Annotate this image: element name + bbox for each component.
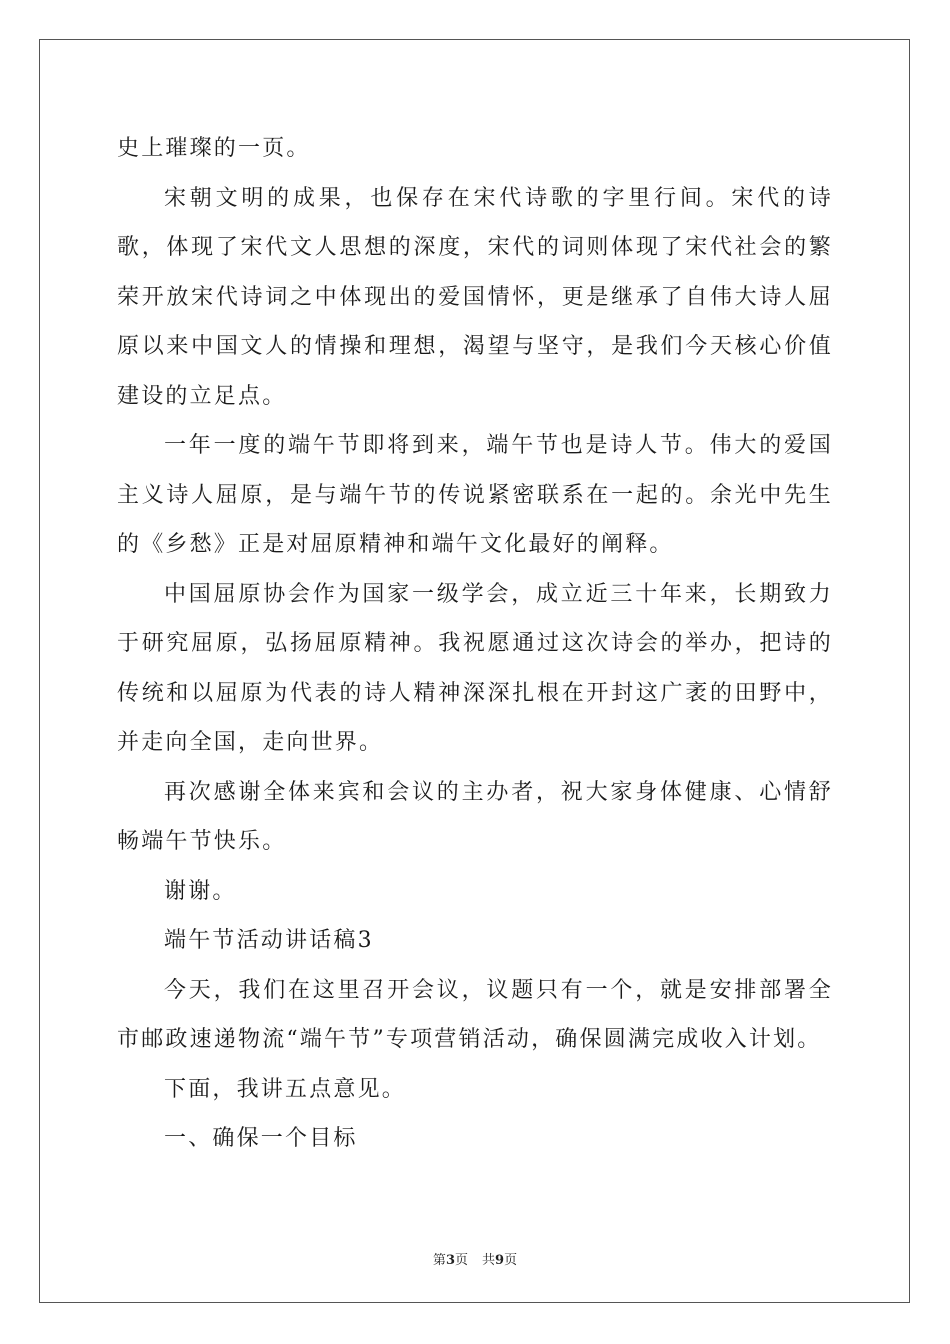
paragraph: 今天，我们在这里召开会议，议题只有一个，就是安排部署全市邮政速递物流“端午节”专项营销活动，确保圆满完成收入计划。 [117, 977, 833, 1052]
paragraph: 一年一度的端午节即将到来，端午节也是诗人节。伟大的爱国主义诗人屈原，是与端午节的传说紧密联系在一起的。余光中先生的《乡愁》正是对屈原精神和端午文化最好的阐释。 [117, 433, 833, 557]
paragraph: 史上璀璨的一页。 [117, 136, 311, 161]
paragraph: 宋朝文明的成果，也保存在宋代诗歌的字里行间。宋代的诗歌，体现了宋代文人思想的深度，宋代的词则体现了宋代社会的繁荣开放宋代诗词之中体现出的爱国情怀，更是继承了自伟大诗人屈原以来中国文人的情操和理想，渴望与坚守，是我们今天核心价值建设的立足点。 [117, 185, 833, 409]
page-suffix: 页 [454, 1253, 468, 1268]
total-pages: 9 [495, 1253, 505, 1268]
paragraph: 中国屈原协会作为国家一级学会，成立近三十年来，长期致力于研究屈原，弘扬屈原精神。我祝愿通过这次诗会的举办，把诗的传统和以屈原为代表的诗人精神深深扎根在开封这广袤的田野中，并走向全国，走向世界。 [117, 581, 833, 755]
paragraph: 再次感谢全体来宾和会议的主办者，祝大家身体健康、心情舒畅端午节快乐。 [117, 779, 833, 854]
paragraph: 谢谢。 [164, 878, 237, 904]
total-prefix: 共 [482, 1253, 496, 1268]
section-heading: 端午节活动讲话稿3 [164, 928, 374, 953]
page-footer [0, 1249, 950, 1268]
page-number: 3 [445, 1253, 455, 1268]
subsection-heading: 一、确保一个目标 [164, 1126, 358, 1151]
page-prefix: 第 [432, 1253, 446, 1268]
total-suffix: 页 [504, 1253, 518, 1268]
paragraph: 下面，我讲五点意见。 [164, 1076, 407, 1102]
document-body [117, 124, 833, 1164]
